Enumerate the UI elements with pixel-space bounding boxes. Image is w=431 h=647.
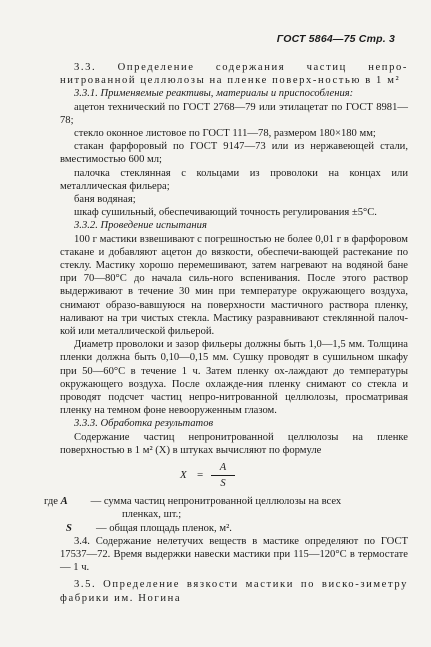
list-item: стакан фарфоровый по ГОСТ 9147—73 или из нержавеющей стали, вместимостью 600 мл; bbox=[60, 141, 408, 166]
formula-numerator: A bbox=[211, 461, 235, 476]
where-line-a bbox=[44, 495, 408, 521]
formula bbox=[60, 459, 408, 495]
section-3-3-title: 3.3. Определение содержания частиц непро-нитрованной целлюлозы на пленке поверх-ностью в 1 м² bbox=[60, 62, 408, 87]
formula-fraction bbox=[211, 461, 235, 490]
symbol-s: S bbox=[66, 522, 72, 534]
formula-denominator: S bbox=[220, 478, 226, 490]
list-item: баня водяная; bbox=[74, 194, 136, 206]
section-3-3-2-title bbox=[60, 219, 408, 232]
where-line-s bbox=[44, 522, 408, 535]
section-3-3-1-text: 3.3.1. Применяемые реактивы, материалы и приспособления: bbox=[74, 88, 354, 100]
formula-lhs: X bbox=[180, 469, 187, 482]
symbol-a-cont: пленках, шт.; bbox=[122, 509, 182, 521]
section-3-5: 3.5. Определение вязкости мастики по виско-зиметру фабрики им. Ногина bbox=[60, 579, 408, 604]
list-item: шкаф сушильный, обеспечивающий точность регулирования ±5°С. bbox=[74, 207, 377, 219]
section-3-3-3-title bbox=[60, 417, 408, 430]
section-3-3-3-text: 3.3.3. Обработка результатов bbox=[74, 418, 214, 430]
document-body bbox=[44, 61, 408, 605]
list-item: палочка стеклянная с кольцами из проволоки на концах или металлическая фильера; bbox=[60, 167, 408, 192]
symbol-a-text: — сумма частиц непронитрованной целлюлозы на всех bbox=[90, 496, 342, 508]
paragraph: Содержание частиц непронитрованной целлюлозы на пленке поверхностью в 1 м² (X) в штуках вычисляют по формуле bbox=[60, 431, 408, 456]
paragraph: 100 г мастики взвешивают с погрешностью не более 0,01 г в фарфоровом стакане и добавляют ацетон до вязкости, обеспечи-вающей растекание по стеклу. Мастику хорошо перемешивают, затем нагревают на водяной бане при 70—80°С до начала силь-ного вспенивания. После этого раствор выдерживают в течение 30 мин при температуре окружающего воздуха, снимают образо-вавшуюся на поверхности мастичного раствора пленку, наливают на три чистых стекла. Мастику разравнивают стеклянной палоч-кой или металлической фильерой. bbox=[60, 233, 408, 338]
list-item: ацетон технический по ГОСТ 2768—79 или этилацетат по ГОСТ 8981—78; bbox=[60, 101, 408, 126]
symbol-s-text: — общая площадь пленок, м². bbox=[96, 522, 232, 534]
formula-eq: = bbox=[197, 469, 204, 482]
list-item: стекло оконное листовое по ГОСТ 111—78, размером 180×180 мм; bbox=[74, 128, 376, 140]
section-3-4: 3.4. Содержание нелетучих веществ в мастике определяют по ГОСТ 17537—72. Время выдержки навески мастики при 115—120°С в термостате — 1 ч. bbox=[60, 535, 408, 574]
page-header: ГОСТ 5864—75 Стр. 3 bbox=[276, 33, 395, 45]
section-3-3-1-title bbox=[60, 87, 408, 100]
symbol-a: A bbox=[60, 496, 68, 508]
section-3-3-2-text: 3.3.2. Проведение испытания bbox=[74, 220, 207, 232]
paragraph: Диаметр проволоки и зазор фильеры должны быть 1,0—1,5 мм. Толщина пленки должна быть 0,10—0,15 мм. Сушку проводят в сушильном шкафу при 50—60°С в течение 1 ч. Затем пленку ох-лаждают до температуры окружающего воздуха. После охлажде-ния пленку снимают со стекла и проводят подсчет частиц непро-нитрованной целлюлозы, просматривая пленку на темном фоне невооруженным глазом. bbox=[60, 339, 408, 417]
where-word: где bbox=[44, 496, 58, 508]
